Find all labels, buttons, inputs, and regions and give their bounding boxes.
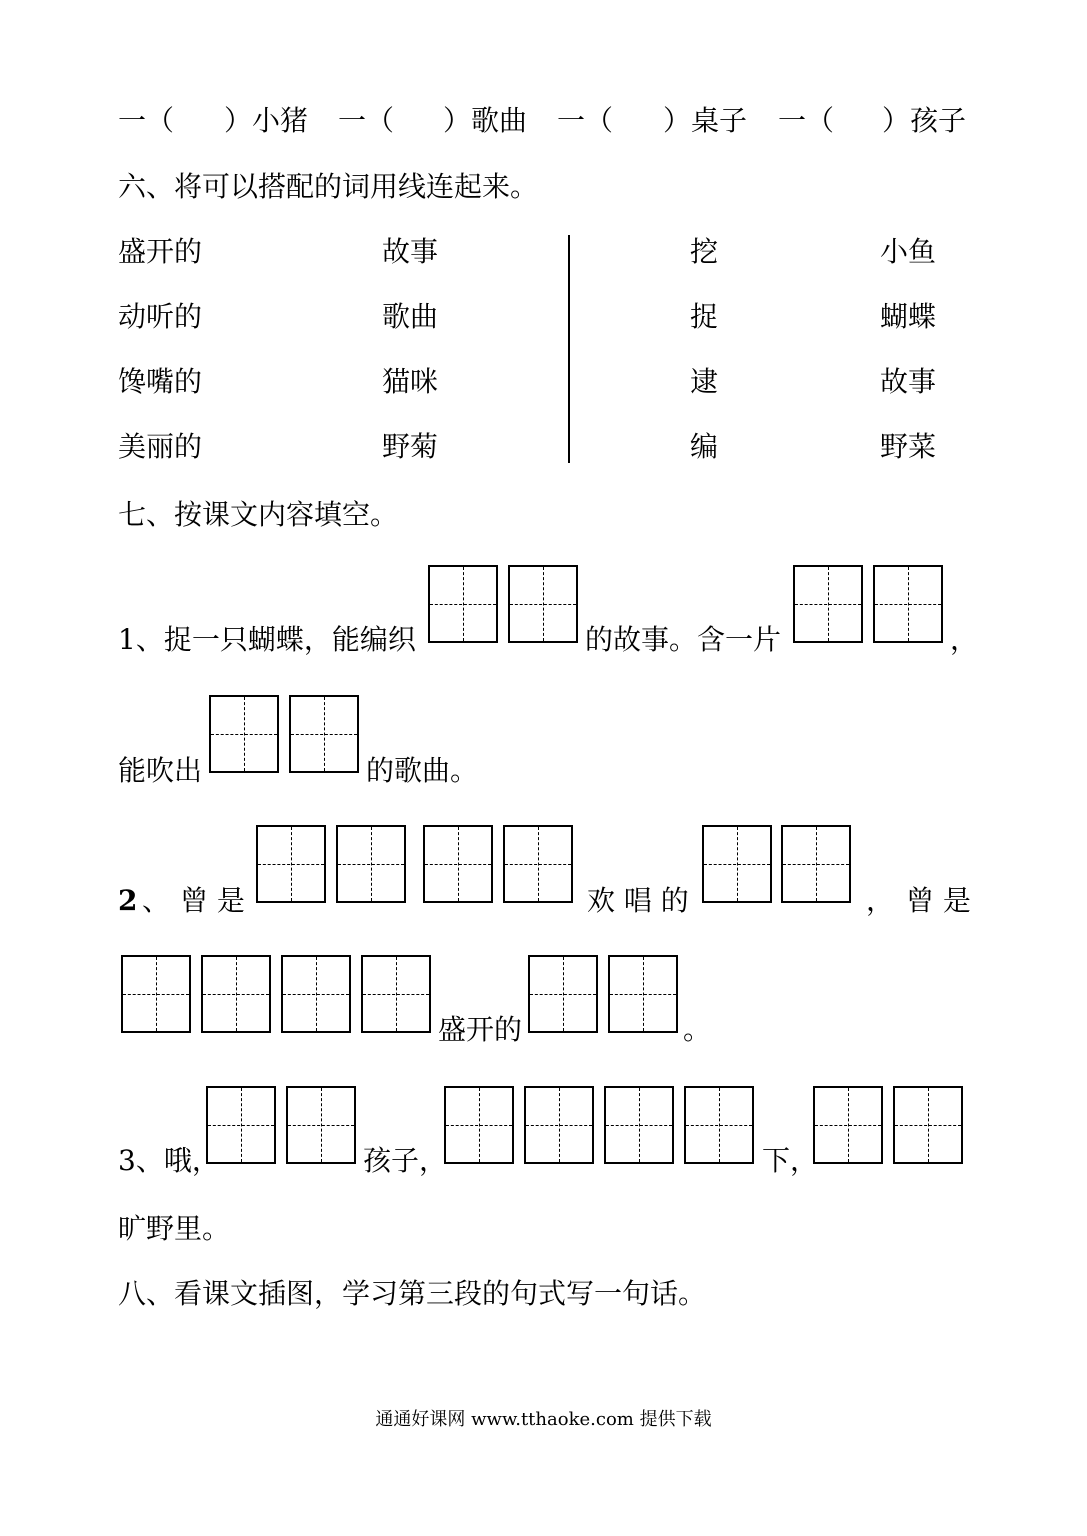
char-grid-box[interactable] — [813, 1086, 883, 1164]
char-grid-box[interactable] — [206, 1086, 276, 1164]
char-grid-box[interactable] — [209, 695, 279, 773]
q1-text-a: 1、捉一只蝴蝶，能编织 — [118, 623, 416, 656]
mw-3-suffix: ）桌子 — [663, 104, 748, 137]
char-grid-box[interactable] — [524, 1086, 594, 1164]
column-divider — [568, 235, 570, 463]
left-b-2: 歌曲 — [382, 300, 439, 333]
section6-title: 六、将可以搭配的词用线连起来。 — [118, 170, 539, 203]
section8-title: 八、看课文插图，学习第三段的句式写一句话。 — [118, 1277, 707, 1310]
char-grid-box[interactable] — [336, 825, 406, 903]
char-grid-box[interactable] — [503, 825, 573, 903]
char-grid-box[interactable] — [781, 825, 851, 903]
mw-2-prefix: 一（ — [338, 104, 395, 137]
right-a-3: 逮 — [690, 365, 719, 398]
char-grid-box[interactable] — [428, 565, 498, 643]
char-grid-box[interactable] — [893, 1086, 963, 1164]
mw-1-prefix: 一（ — [118, 104, 175, 137]
q2-text-c: ， — [866, 884, 895, 917]
char-grid-box[interactable] — [286, 1086, 356, 1164]
left-a-1: 盛开的 — [118, 235, 203, 268]
q2-text-e: 盛开的 — [438, 1013, 523, 1046]
char-grid-box[interactable] — [702, 825, 772, 903]
right-a-4: 编 — [690, 430, 719, 463]
q2-text-b: 欢 唱 的 — [587, 884, 689, 917]
char-grid-box[interactable] — [121, 955, 191, 1033]
q3-text-d: 旷野里。 — [118, 1212, 231, 1245]
char-grid-box[interactable] — [508, 565, 578, 643]
char-grid-box[interactable] — [528, 955, 598, 1033]
right-b-2: 蝴蝶 — [880, 300, 937, 333]
right-a-1: 挖 — [690, 235, 719, 268]
mw-2-suffix: ）歌曲 — [443, 104, 528, 137]
page-footer: 通通好课网 www.tthaoke.com 提供下载 — [375, 1409, 712, 1430]
mw-1-suffix: ）小猪 — [224, 104, 309, 137]
char-grid-box[interactable] — [608, 955, 678, 1033]
left-a-2: 动听的 — [118, 300, 203, 333]
q2-separator: 、 — [142, 884, 171, 917]
char-grid-box[interactable] — [256, 825, 326, 903]
q3-text-b: 孩子， — [363, 1144, 448, 1177]
char-grid-box[interactable] — [361, 955, 431, 1033]
q1-text-b: 的故事。含一片 — [585, 623, 782, 656]
q2-text-d: 曾 是 — [906, 884, 971, 917]
char-grid-box[interactable] — [793, 565, 863, 643]
q1-text-d: 能吹出 — [118, 754, 203, 787]
q1-text-c: ， — [950, 623, 979, 656]
char-grid-box[interactable] — [281, 955, 351, 1033]
mw-4-suffix: ）孩子 — [882, 104, 967, 137]
right-b-1: 小鱼 — [880, 235, 937, 268]
q2-text-a: 曾 是 — [180, 884, 245, 917]
mw-4-prefix: 一（ — [778, 104, 835, 137]
left-b-3: 猫咪 — [382, 365, 439, 398]
right-b-4: 野菜 — [880, 430, 937, 463]
q3-text-a: 3、哦， — [118, 1144, 220, 1177]
char-grid-box[interactable] — [201, 955, 271, 1033]
char-grid-box[interactable] — [444, 1086, 514, 1164]
q1-text-e: 的歌曲。 — [366, 754, 479, 787]
section7-title: 七、按课文内容填空。 — [118, 498, 399, 531]
left-a-3: 馋嘴的 — [118, 365, 203, 398]
left-a-4: 美丽的 — [118, 430, 203, 463]
char-grid-box[interactable] — [289, 695, 359, 773]
right-b-3: 故事 — [880, 365, 937, 398]
char-grid-box[interactable] — [684, 1086, 754, 1164]
char-grid-box[interactable] — [873, 565, 943, 643]
char-grid-box[interactable] — [423, 825, 493, 903]
left-b-1: 故事 — [382, 235, 439, 268]
q3-text-c: 下， — [762, 1144, 819, 1177]
right-a-2: 捉 — [690, 300, 719, 333]
mw-3-prefix: 一（ — [557, 104, 614, 137]
char-grid-box[interactable] — [604, 1086, 674, 1164]
q2-number: 2 — [118, 884, 138, 917]
left-b-4: 野菊 — [382, 430, 439, 463]
q2-text-f: 。 — [683, 1013, 712, 1046]
